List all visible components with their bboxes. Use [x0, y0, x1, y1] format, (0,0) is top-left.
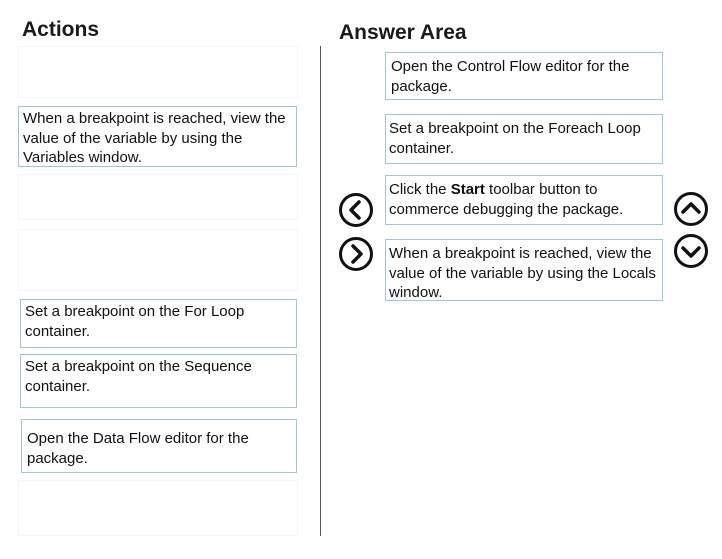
move-left-button[interactable] — [339, 193, 373, 227]
chevron-right-icon — [342, 240, 370, 268]
action-item-6[interactable]: Set a breakpoint on the Sequence container. — [20, 354, 297, 408]
answer-area-heading: Answer Area — [339, 21, 467, 44]
actions-heading: Actions — [22, 18, 100, 41]
chevron-left-icon — [342, 196, 370, 224]
move-right-button[interactable] — [339, 237, 373, 271]
chevron-down-icon — [677, 237, 705, 265]
answer-item-3-text-after: toolbar button to commerce debugging the package. — [389, 181, 624, 218]
action-item-3[interactable] — [18, 174, 298, 220]
answer-item-3[interactable] — [385, 175, 663, 225]
move-down-button[interactable] — [674, 234, 708, 268]
chevron-up-icon — [677, 195, 705, 223]
action-item-5[interactable]: Set a breakpoint on the For Loop container. — [20, 299, 297, 348]
action-item-7[interactable]: Open the Data Flow editor for the package. — [21, 419, 297, 473]
action-item-1[interactable] — [18, 46, 298, 98]
action-item-2[interactable]: When a breakpoint is reached, view the value of the variable by using the Variables window. — [18, 106, 297, 167]
column-divider — [320, 46, 321, 536]
answer-item-3-text-before: Click the — [389, 181, 451, 198]
answer-item-4[interactable]: When a breakpoint is reached, view the value of the variable by using the Locals window. — [385, 239, 663, 301]
answer-item-1[interactable]: Open the Control Flow editor for the package. — [385, 52, 663, 100]
action-item-8[interactable] — [18, 480, 298, 536]
answer-item-3-bold: Start — [450, 181, 485, 198]
move-up-button[interactable] — [674, 192, 708, 226]
action-item-4[interactable] — [18, 229, 298, 291]
answer-item-2[interactable]: Set a breakpoint on the Foreach Loop container. — [385, 114, 663, 164]
